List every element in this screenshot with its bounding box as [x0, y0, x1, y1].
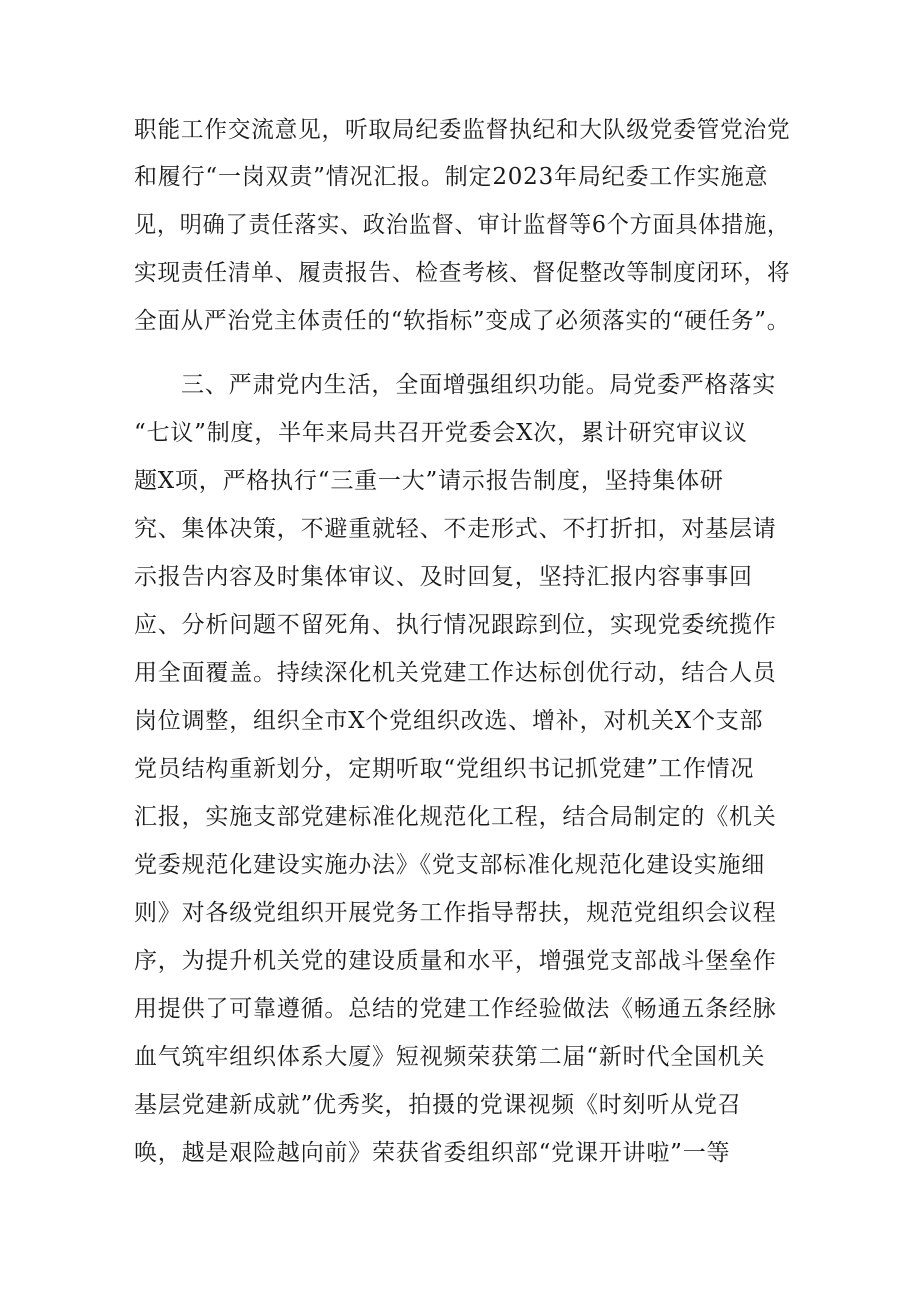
text-line: 示报告内容及时集体审议、及时回复，坚持汇报内容事事回	[134, 564, 753, 590]
text-line: 党员结构重新划分，定期听取“党组织书记抓党建”工作情况	[134, 756, 755, 782]
text-line: 职能工作交流意见，听取局纪委监督执纪和大队级党委管党治党	[134, 117, 791, 143]
text-line: 汇报，实施支部党建标准化规范化工程，结合局制定的《机关	[134, 804, 777, 830]
text-line: 唤，越是艰险越向前》荣获省委组织部“党课开讲啦”一等	[134, 1140, 731, 1166]
text-line: 题X项，严格执行“三重一大”请示报告制度，坚持集体研	[134, 468, 724, 494]
text-line: 三、严肃党内生活，全面增强组织功能。局党委严格落实	[181, 372, 776, 398]
text-line: 基层党建新成就”优秀奖，拍摄的党课视频《时刻听从党召	[134, 1092, 742, 1118]
text-line: “七议”制度，半年来局共召开党委会X次，累计研究审议议	[134, 420, 748, 446]
text-line: 实现责任清单、履责报告、检查考核、督促整改等制度闭环，将	[134, 260, 791, 286]
text-line: 应、分析问题不留死角、执行情况跟踪到位，实现党委统揽作	[134, 612, 777, 638]
text-line: 见，明确了责任落实、政治监督、审计监督等6个方面具体措施，	[134, 212, 790, 238]
text-line: 序，为提升机关党的建设质量和水平，增强党支部战斗堡垒作	[134, 948, 777, 974]
text-line: 究、集体决策，不避重就轻、不走形式、不打折扣，对基层请	[134, 516, 777, 542]
text-line: 则》对各级党组织开展党务工作指导帮扶，规范党组织会议程	[134, 900, 777, 926]
text-line: 和履行“一岗双责”情况汇报。制定2023年局纪委工作实施意	[134, 164, 769, 190]
text-line: 党委规范化建设实施办法》《党支部标准化规范化建设实施细	[134, 852, 766, 878]
text-line: 岗位调整，组织全市X个党组织改选、增补，对机关X个支部	[134, 708, 764, 734]
text-line: 全面从严治党主体责任的“软指标”变成了必须落实的“硬任务”。	[134, 308, 791, 334]
text-line: 用全面覆盖。持续深化机关党建工作达标创优行动，结合人员	[134, 660, 777, 686]
text-line: 血气筑牢组织体系大厦》短视频荣获第二届“新时代全国机关	[134, 1044, 766, 1070]
text-line: 用提供了可靠遵循。总结的党建工作经验做法《畅通五条经脉	[134, 996, 777, 1022]
